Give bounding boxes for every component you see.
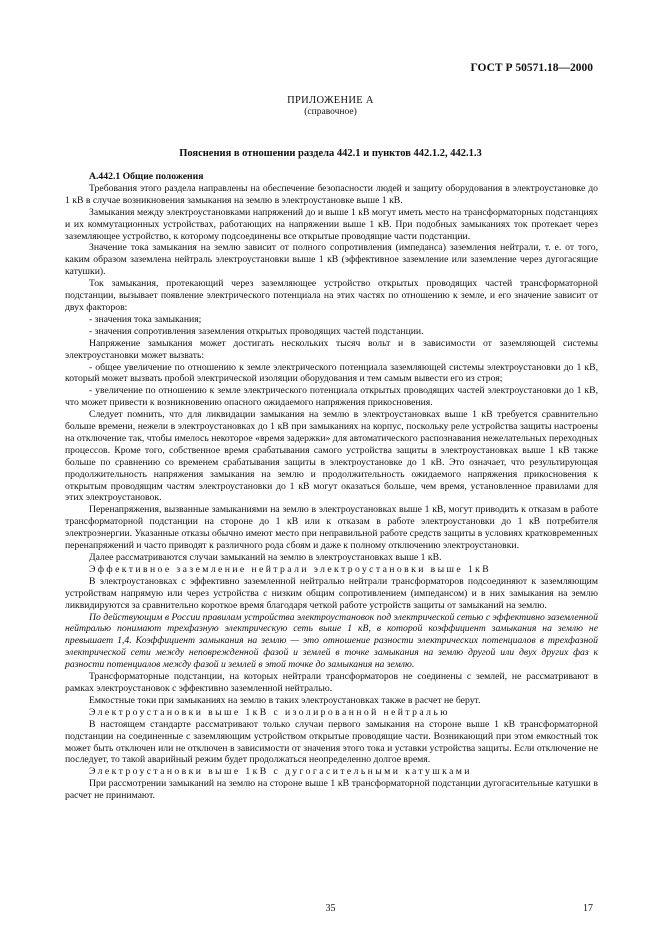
paragraph: В электроустановках с эффективно заземленной нейтралью нейтрали трансформаторов подсоединяют к заземляющим устройствам напрямую или через устройства с низким общим сопротивлением (импедансом) и в них замыкания на землю ликвидируются за сравнительно короткое время благодаря четкой работе устройств защиты от замыканий на землю. (65, 575, 598, 611)
paragraph: Перенапряжения, вызванные замыканиями на землю в электроустановках выше 1 кВ, могут приводить к отказам в работе трансформаторной подстанции на стороне до 1 кВ или к отказам в работе электроустановки до 1 кВ потребителя электроэнергии. Указанные отказы обычно имеют место при неправильной работе средств защиты в условиях кратковременных перенапряжений и часто приводят к различного рода сбоям и даже к полному отключению электроустановки. (65, 504, 598, 552)
list-item: - общее увеличение по отношению к земле электрического потенциала заземляющей системы электроустановки до 1 кВ, который может вызвать пробой электрической изоляции оборудования и тем самым вывести его из строя; (65, 361, 598, 385)
appendix-title: ПРИЛОЖЕНИЕ А (287, 95, 374, 106)
list-item: - значения сопротивления заземления открытых проводящих частей подстанции. (89, 325, 424, 337)
paragraph: По действующим в России правилам устройства электроустановок под электрической сетью с эффективно заземленной нейтралью понимают трехфазную электрическую сеть выше 1 кВ, в которой коэффициент замыкания на землю не превышает 1,4. Коэффициент замыкания на землю — это отношение разности электрических потенциалов в трехфазной электрической сети между неповрежденной фазой и землей в точке замыкания на землю другой или двух других фаз к разности потенциалов между фазой и землей в этой точке до замыкания на землю. (65, 611, 598, 671)
paragraph: Трансформаторные подстанции, на которых нейтрали трансформаторов не соединены с землей, не рассматривают в рамках электроустановок с эффективно заземленной нейтралью. (65, 671, 598, 694)
page-number-right: 17 (583, 903, 593, 914)
appendix-subtitle: (справочное) (304, 107, 357, 117)
paragraph: Требования этого раздела направлены на обеспечение безопасности людей и защиту оборудования в электроустановке до 1 кВ в случае возникновения замыкания на землю в электроустановке выше 1 кВ. (65, 182, 598, 206)
spaced-heading: Электроустановки выше 1кВ с дугогасительными катушками (89, 766, 472, 778)
paragraph: При рассмотрении замыканий на землю на стороне выше 1 кВ трансформаторной подстанции дугогасительные катушки в расчет не принимают. (65, 778, 598, 802)
body-text (65, 171, 598, 802)
list-item: - значения тока замыкания; (89, 313, 202, 325)
standard-number: ГОСТ Р 50571.18—2000 (470, 62, 593, 74)
paragraph: В настоящем стандарте рассматривают только случаи первого замыкания на стороне выше 1 кВ трансформаторной подстанции на соединенные с заземляющим устройством открытые проводящие части. Возникающий при этом емкостный ток может быть отключен или не отключен в зависимости от значения этого тока и уставки устройства защиты. Если отключение не последует, то такой аварийный режим будет продолжаться неопределенно долгое время. (65, 718, 598, 766)
page-number-center: 35 (325, 903, 336, 914)
subsection-heading: А.442.1 Общие положения (89, 171, 204, 182)
spaced-heading: Электроустановки выше 1кВ с изолированной нейтралью (89, 706, 450, 718)
paragraph: Далее рассматриваются случаи замыканий на землю в электроустановках выше 1 кВ. (89, 552, 442, 563)
section-title: Пояснения в отношении раздела 442.1 и пунктов 442.1.2, 442.1.3 (179, 148, 482, 159)
paragraph: Ток замыкания, протекающий через заземляющее устройство открытых проводящих частей трансформаторной подстанции, вызывает появление электрического потенциала на этих частях по отношению к земле, и его значение зависит от двух факторов: (65, 278, 598, 313)
paragraph: Замыкания между электроустановками напряжений до и выше 1 кВ могут иметь место на трансформаторных подстанциях и их коммутационных устройствах, работающих на напряжении выше 1 кВ. При подобных замыканиях ток протекает через заземляющее устройство, к которому подсоединены все открытые проводящие части подстанции. (65, 206, 598, 242)
paragraph: Значение тока замыкания на землю зависит от полного сопротивления (импеданса) заземления нейтрали, т. е. от того, каким образом заземлена нейтраль электроустановки выше 1 кВ (эффективное заземление или заземление через дугогасящие катушки). (65, 242, 598, 278)
paragraph: Следует помнить, что для ликвидации замыкания на землю в электроустановках выше 1 кВ требуется сравнительно больше времени, нежели в электроустановках до 1 кВ при замыканиях на корпус, поскольку реле устройства защиты настроены на отключение так, чтобы имелось некоторое «время задержки» для автоматического распознавания нежелательных переходных процессов. Кроме того, собственное время срабатывания самого устройства защиты в электроустановках выше 1 кВ также больше по сравнению со временем срабатывания защиты в электроустановке до 1 кВ. Это означает, что результирующая продолжительность напряжения замыкания на землю и продолжительность ожидаемого напряжения прикосновения к открытым проводящим частям электроустановки до 1 кВ могут оказаться больше, чем время, установленное правилами для этих электроустановок. (65, 409, 598, 504)
spaced-heading: Эффективное заземление нейтрали электроустановки выше 1кВ (89, 563, 492, 575)
paragraph: Напряжение замыкания может достигать нескольких тысяч вольт и в зависимости от заземляющей системы электроустановки может вызвать: (65, 337, 598, 361)
paragraph: Емкостные токи при замыканиях на землю в таких электроустановках также в расчет не берут. (89, 694, 481, 706)
list-item: - увеличение по отношению к земле электрического потенциала открытых проводящих частей электроустановки до 1 кВ, что может привести к возникновению опасного ожидаемого напряжения прикосновения. (65, 385, 598, 409)
